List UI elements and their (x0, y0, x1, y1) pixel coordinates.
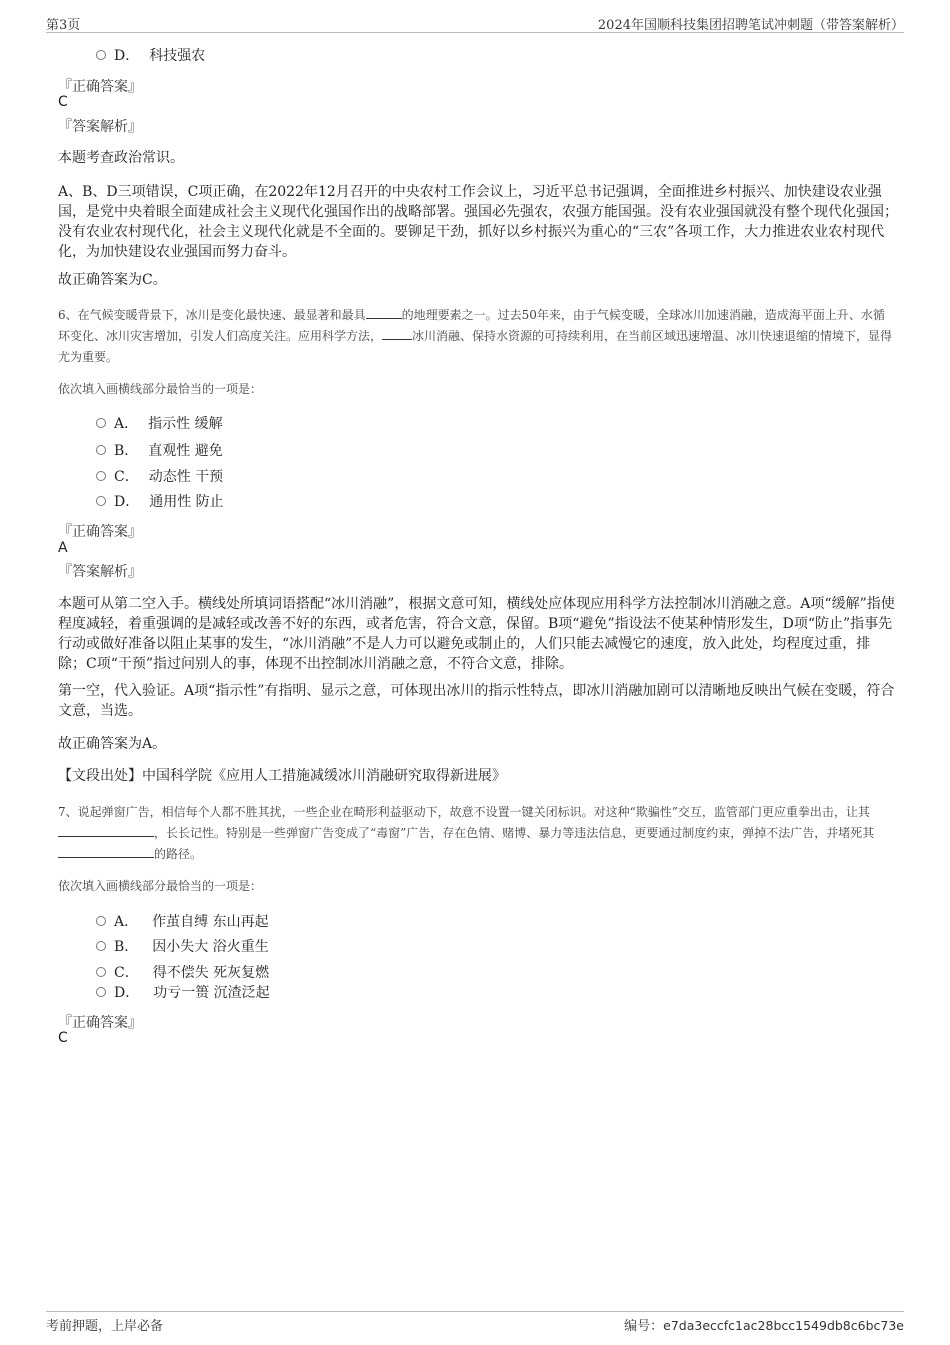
radio-icon[interactable] (96, 916, 106, 926)
radio-icon[interactable] (96, 941, 106, 951)
blank (58, 823, 154, 837)
radio-icon[interactable] (96, 471, 106, 481)
q6-option-b[interactable]: B． 直观性 避免 (96, 442, 223, 460)
answer-label: 『正确答案』 (58, 524, 142, 540)
q5-answer: C (58, 94, 68, 110)
q7-prompt: 依次填入画横线部分最恰当的一项是： (58, 879, 263, 893)
q7-option-d[interactable]: D． 功亏一篑 沉渣泛起 (96, 984, 270, 1002)
q7-stem: 7、说起弹窗广告，相信每个人都不胜其扰，一些企业在畸形利益驱动下，故意不设置一键关闭标识。对这种“欺骗性”交互，监管部门更应重拳出击，让其，长长记性。特别是一些弹窗广告变成了“毒窗”广告，存在色情、赌博、暴力等违法信息，更要通过制度约束，弹掉不法广告，并堵死其的路径。 (58, 805, 875, 861)
q6-stem: 6、在气候变暖背景下，冰川是变化最快速、最显著和最具 的地理要素之一。过去50年来，由于气候变暖，全球冰川加速消融，造成海平面上升、水循环变化、冰川灾害增加，引发人们高度关注。应用科学方法， 冰川消融、保持水资源的可持续利用，在当前区域迅速增温、冰川快速退缩的情境下，显得尤为重要。 (58, 305, 896, 368)
radio-icon[interactable] (96, 418, 106, 428)
q6-analysis-p3: 故正确答案为A。 (58, 736, 167, 752)
answer-label: 『正确答案』 (58, 79, 142, 95)
page-footer (46, 1311, 904, 1333)
q5-analysis-p1: 本题考查政治常识。 (58, 150, 184, 166)
q5-option-d[interactable]: D． 科技强农 (96, 47, 205, 65)
q6-answer: A (58, 540, 68, 556)
q6-source: 【文段出处】中国科学院《应用人工措施减缓冰川消融研究取得新进展》 (58, 768, 506, 784)
footer-slogan: 考前押题，上岸必备 (46, 1319, 164, 1334)
q6-option-a[interactable]: A． 指示性 缓解 (96, 415, 223, 433)
q5-analysis-p2: A、B、D三项错误，C项正确，在2022年12月召开的中央农村工作会议上，习近平总书记强调，全面推进乡村振兴、加快建设农业强国，是党中央着眼全面建成社会主义现代化强国作出的战略部署。强国必先强农，农强方能国强。没有农业强国就没有整个现代化强国；没有农业农村现代化，社会主义现代化就是不全面的。要铆足干劲，抓好以乡村振兴为重心的“三农”各项工作，大力推进农业农村现代化，为加快建设农业强国而努力奋斗。 (58, 184, 898, 260)
analysis-label: 『答案解析』 (58, 564, 142, 580)
blank (382, 326, 412, 340)
radio-icon[interactable] (96, 987, 106, 997)
q6-prompt: 依次填入画横线部分最恰当的一项是： (58, 382, 263, 396)
analysis-label: 『答案解析』 (58, 119, 142, 135)
document-code: 编号：e7da3eccfc1ac28bcc1549db8c6bc73e (624, 1318, 904, 1334)
answer-label: 『正确答案』 (58, 1015, 142, 1031)
q6-option-c[interactable]: C． 动态性 干预 (96, 468, 223, 486)
blank (58, 844, 154, 858)
q6-analysis-p2: 第一空，代入验证。A项“指示性”有指明、显示之意，可体现出冰川的指示性特点，即冰川消融加剧可以清晰地反映出气候在变暖，符合文意，当选。 (58, 683, 895, 719)
radio-icon[interactable] (96, 496, 106, 506)
blank (366, 305, 402, 319)
page-number: 第3页 (46, 18, 81, 33)
q7-answer: C (58, 1030, 68, 1046)
radio-icon[interactable] (96, 50, 106, 60)
q5-analysis-p3: 故正确答案为C。 (58, 272, 167, 288)
document-title: 2024年国顺科技集团招聘笔试冲刺题（带答案解析） (597, 18, 904, 33)
q6-option-d[interactable]: D． 通用性 防止 (96, 493, 224, 511)
q7-option-a[interactable]: A． 作茧自缚 东山再起 (96, 913, 269, 931)
page-header (46, 14, 904, 33)
radio-icon[interactable] (96, 967, 106, 977)
q7-option-c[interactable]: C． 得不偿失 死灰复燃 (96, 964, 269, 982)
radio-icon[interactable] (96, 445, 106, 455)
q6-analysis-p1: 本题可从第二空入手。横线处所填词语搭配“冰川消融”，根据文意可知，横线处应体现应用科学方法控制冰川消融之意。A项“缓解”指使程度减轻，着重强调的是减轻或改善不好的东西，或者危害，符合文意，保留。B项“避免”指设法不使某种情形发生，D项“防止”指事先行动或做好准备以阻止某事的发生，“冰川消融”不是人力可以避免或制止的，人们只能去减慢它的速度，放入此处，均程度过重，排除；C项“干预”指过问别人的事，体现不出控制冰川消融之意，不符合文意，排除。 (58, 596, 895, 672)
q7-option-b[interactable]: B． 因小失大 浴火重生 (96, 938, 269, 956)
